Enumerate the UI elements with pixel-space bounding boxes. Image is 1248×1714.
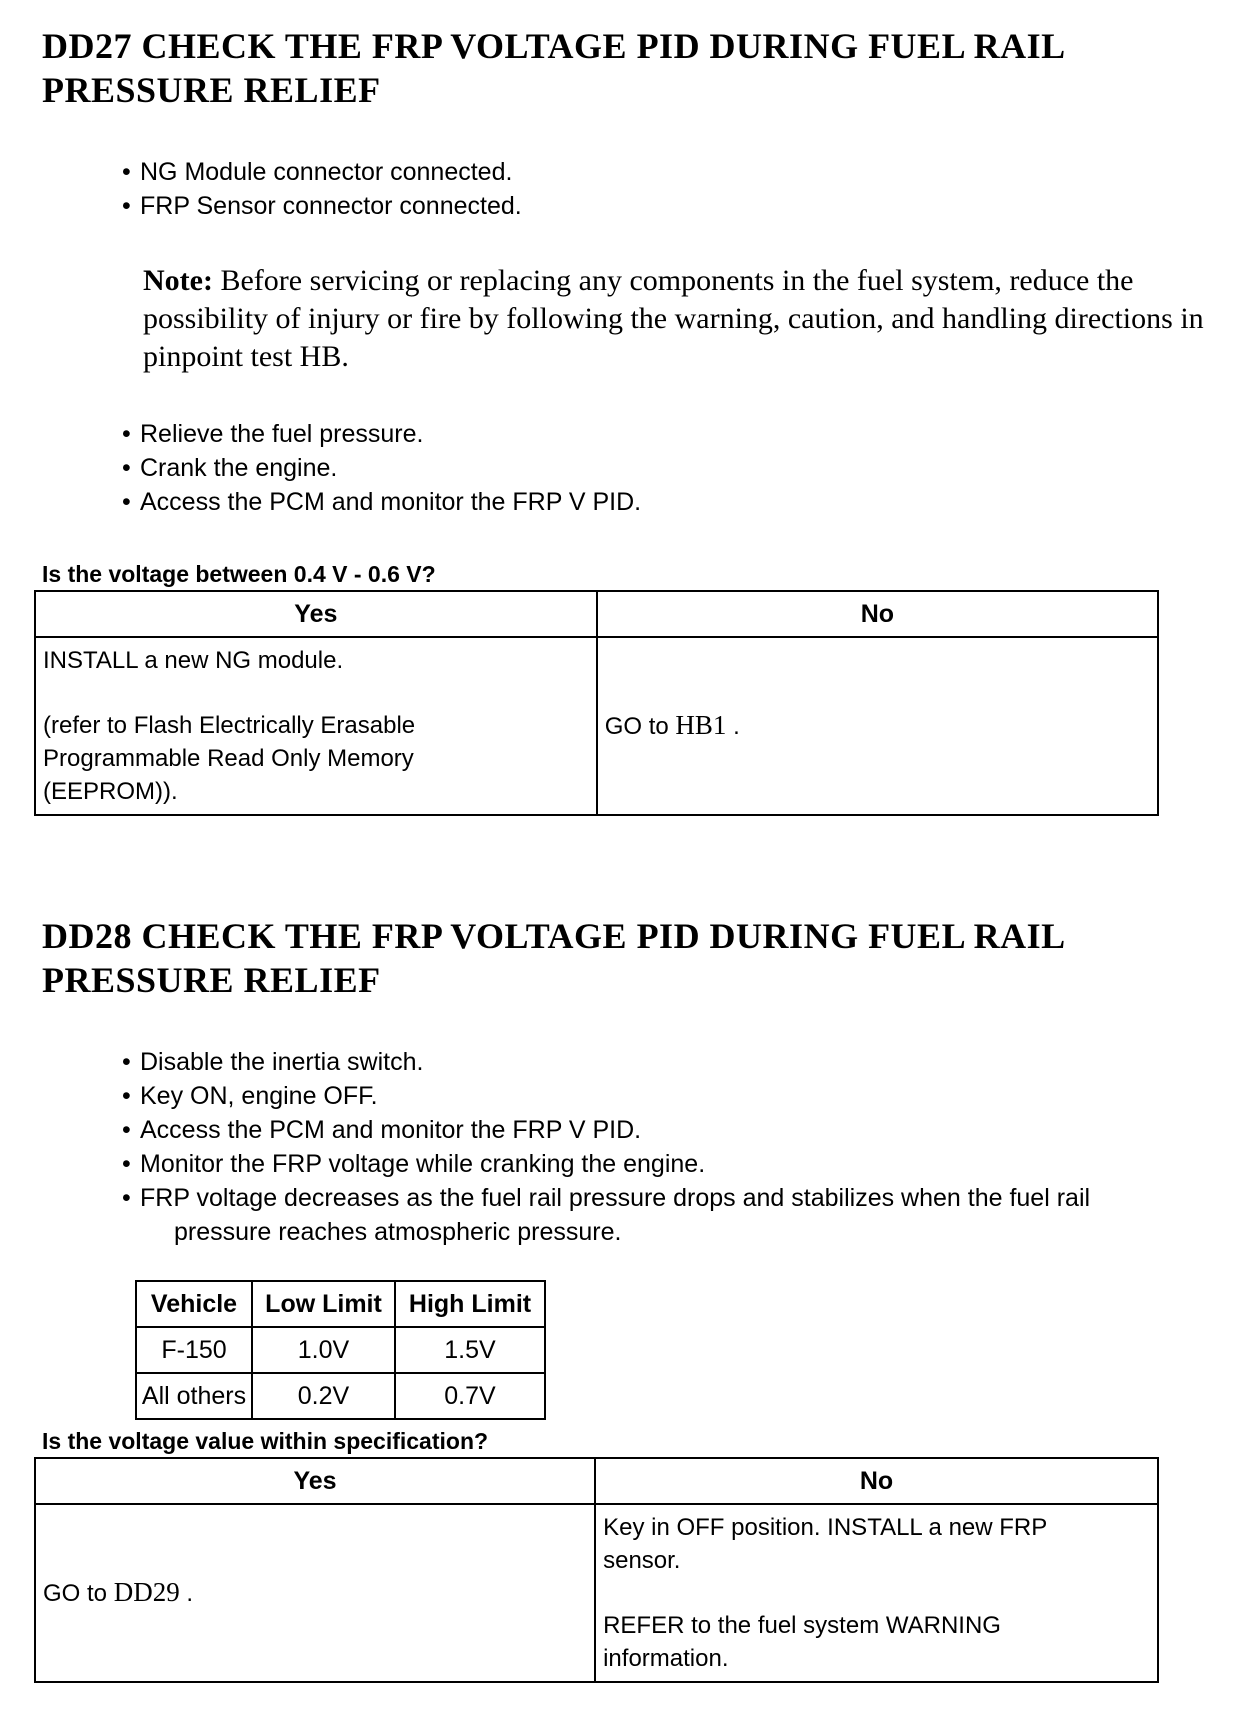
dd28-step-item: [122, 1181, 1232, 1249]
voltage-spec-table: [135, 1280, 546, 1420]
spec-header-high: High Limit: [395, 1281, 545, 1327]
dd28-step-item: • Key ON, engine OFF.: [122, 1079, 1232, 1113]
dd27-condition-item: • FRP Sensor connector connected.: [122, 189, 522, 223]
spec-header-vehicle: Vehicle: [136, 1281, 252, 1327]
go-to-label: GO to: [43, 1580, 108, 1607]
yes-action: INSTALL a new NG module.: [43, 647, 344, 674]
dd28-step-item: • Disable the inertia switch.: [122, 1045, 1232, 1079]
dd27-question: Is the voltage between 0.4 V - 0.6 V?: [42, 561, 436, 587]
dd28-heading: [42, 914, 1222, 1002]
dd27-heading-line1: DD27 CHECK THE FRP VOLTAGE PID DURING FUEL RAIL: [42, 26, 1066, 66]
step5-line2: pressure reaches atmospheric pressure.: [174, 1218, 622, 1246]
dd27-no-cell: [597, 637, 1158, 815]
dd27-step-item: • Crank the engine.: [122, 451, 641, 485]
dd27-yes-cell: [35, 637, 597, 815]
spec-cell: 1.5V: [395, 1327, 545, 1373]
yes-header: Yes: [35, 1458, 595, 1504]
period: .: [186, 1580, 194, 1607]
dd28-no-cell: [595, 1504, 1158, 1682]
hb1-link[interactable]: HB1: [675, 710, 727, 740]
dd27-heading: [42, 24, 1222, 112]
no-header: No: [595, 1458, 1158, 1504]
no-header: No: [597, 591, 1158, 637]
dd27-note: [143, 262, 1223, 376]
note-label: Note:: [143, 264, 213, 297]
dd27-step-item: • Access the PCM and monitor the FRP V PID.: [122, 485, 641, 519]
spec-cell: All others: [136, 1373, 252, 1419]
dd28-heading-line1: DD28 CHECK THE FRP VOLTAGE PID DURING FUEL RAIL: [42, 916, 1066, 956]
period: .: [733, 713, 740, 740]
dd28-step-item: • Monitor the FRP voltage while cranking the engine.: [122, 1147, 1232, 1181]
spec-cell: 0.2V: [252, 1373, 395, 1419]
step5-line1: FRP voltage decreases as the fuel rail pressure drops and stabilizes when the fuel rail: [140, 1184, 1091, 1212]
dd27-steps-list: [122, 417, 641, 519]
dd29-link[interactable]: DD29: [113, 1577, 180, 1607]
spec-cell: F-150: [136, 1327, 252, 1373]
yes-header: Yes: [35, 591, 597, 637]
dd28-yes-cell: [35, 1504, 595, 1682]
spec-cell: 0.7V: [395, 1373, 545, 1419]
dd27-step-item: • Relieve the fuel pressure.: [122, 417, 641, 451]
dd28-step-item: • Access the PCM and monitor the FRP V PID.: [122, 1113, 1232, 1147]
dd27-conditions-list: [122, 155, 522, 223]
dd27-condition-item: • NG Module connector connected.: [122, 155, 522, 189]
dd28-heading-line2: PRESSURE RELIEF: [42, 960, 381, 1000]
go-to-label: GO to: [604, 713, 669, 740]
dd27-heading-line2: PRESSURE RELIEF: [42, 70, 381, 110]
dd28-result-table: [34, 1457, 1159, 1683]
spec-cell: 1.0V: [252, 1327, 395, 1373]
no-action: Key in OFF position. INSTALL a new FRP sensor.: [603, 1514, 1047, 1574]
spec-header-low: Low Limit: [252, 1281, 395, 1327]
no-warning: REFER to the fuel system WARNING information.: [603, 1612, 1001, 1672]
dd28-question: Is the voltage value within specification?: [42, 1428, 489, 1454]
dd28-steps-list: [122, 1045, 1232, 1249]
yes-reference: (refer to Flash Electrically Erasable Programmable Read Only Memory (EEPROM)).: [43, 712, 416, 805]
note-text: Before servicing or replacing any components in the fuel system, reduce the possibility of injury or fire by following the warning, caution, and handling directions in pinpoint test HB.: [143, 264, 1204, 373]
dd27-result-table: [34, 590, 1159, 816]
